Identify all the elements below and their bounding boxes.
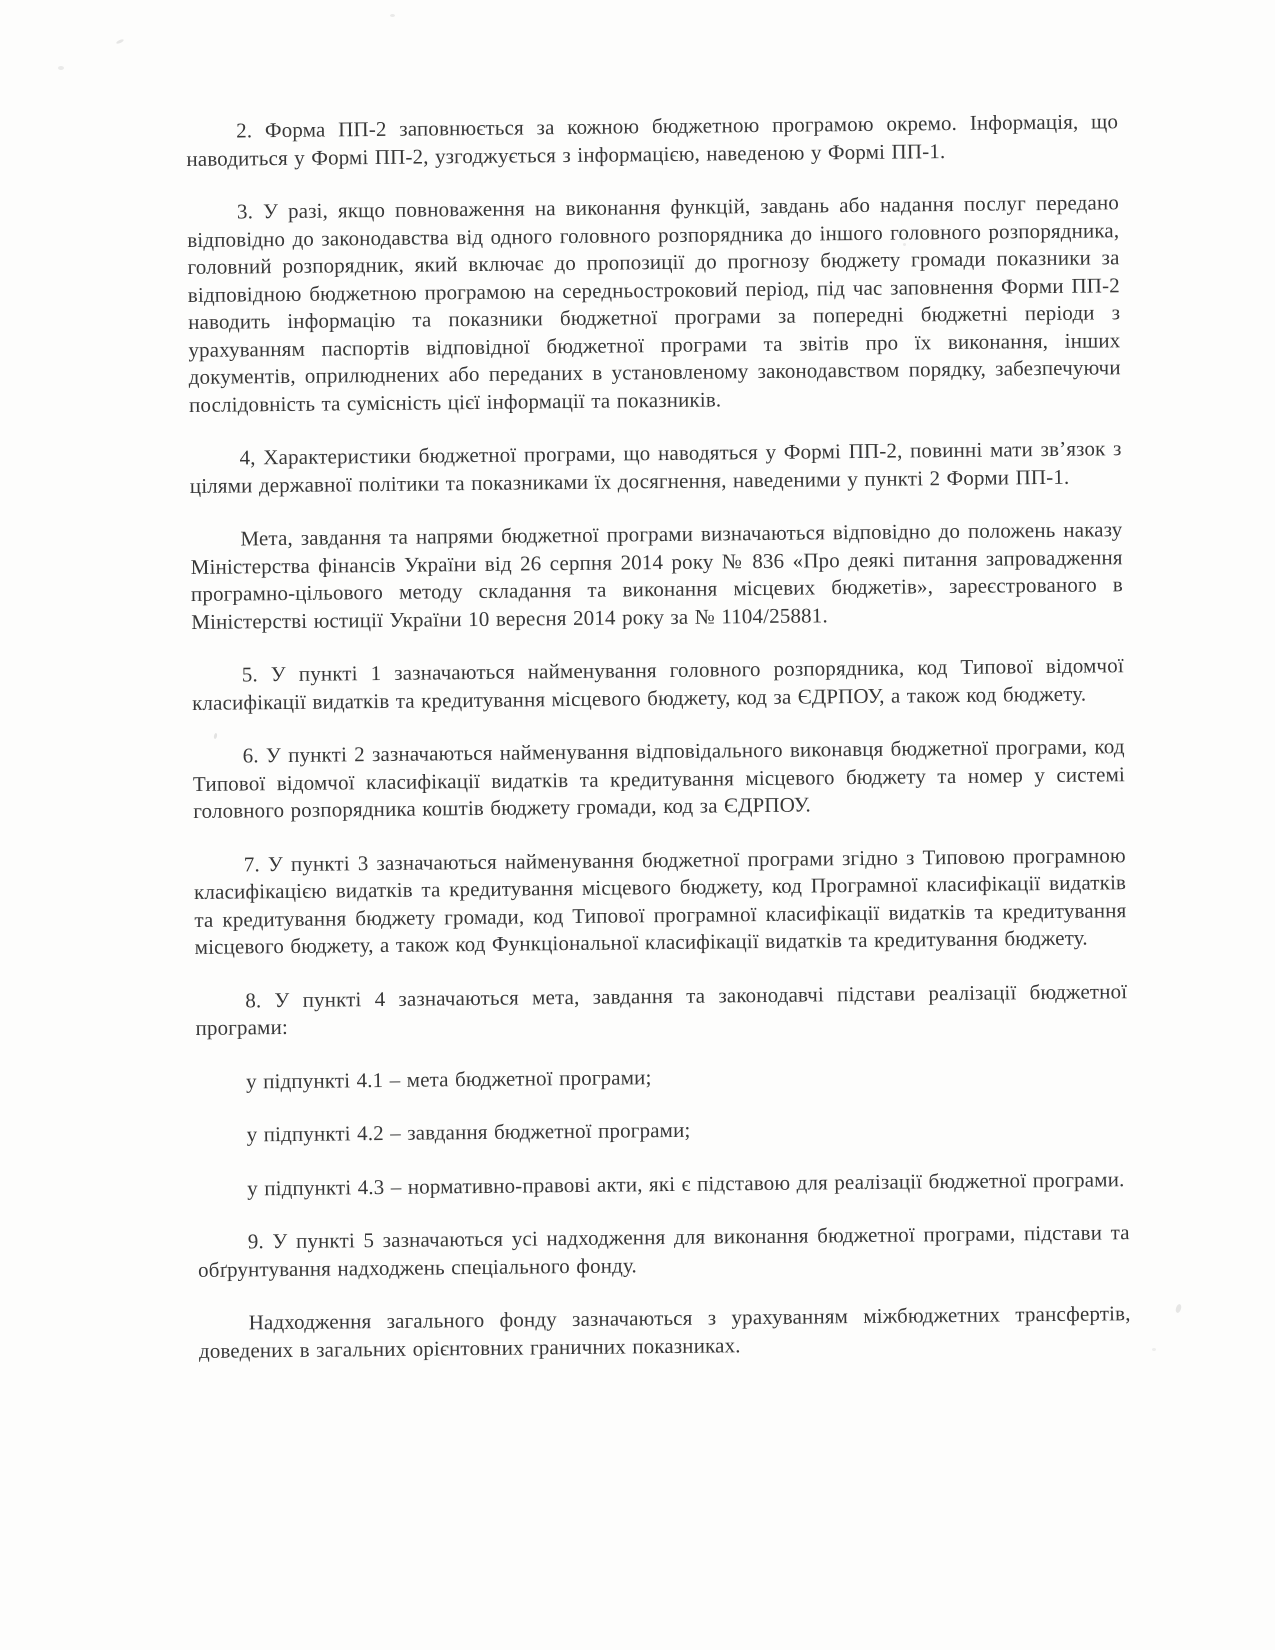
paragraph-7: 7. У пункті 3 зазначаються найменування бюджетної програми згідно з Типовою програмною класифікацією видатків та кредитування місцевого бюджету, код Програмної класифікації видатків та кредитування бюджету громади, код Типової програмної класифікації видатків та кредитування місцевого бюджету, а також код Функціональної класифікації видатків та кредитування бюджету.	[193, 842, 1127, 959]
subpoint-4-2: у підпункті 4.2 – завдання бюджетної програми;	[246, 1117, 691, 1147]
paragraph-4-note: Мета, завдання та напрями бюджетної програми визначаються відповідно до положень наказу Міністерства фінансів України від 26 серпня 2014 року № 836 «Про деякі питання запровадження програмно-цільового методу складання та виконання місцевих бюджетів», зареєстрованого в Міністерстві юстиції України 10 вересня 2014 року за № 1104/25881.	[190, 517, 1124, 634]
paragraph-3: 3. У разі, якщо повноваження на виконання функцій, завдань або надання послуг передано відповідно до законодавства від одного головного розпорядника до іншого головного розпорядника, головний розпорядник, який включає до пропозиції до прогнозу бюджету громади показники за відповідною бюджетною програмою на середньостроковий період, під час заповнення Форми ПП-2 наводить інформацію та показники бюджетної програми за попередні бюджетні періоди з урахуванням паспортів відповідної бюджетної програми та звітів про їх виконання, інших документів, оприлюднених або переданих в установленому законодавством порядку, забезпечуючи послідовність та сумісність цієї інформації та показників.	[187, 190, 1121, 417]
paragraph-2: 2. Форма ПП-2 заповнюється за кожною бюджетною програмою окремо. Інформація, що наводиться у Формі ПП-2, узгоджується з інформацією, наведеною у Формі ПП-1.	[186, 109, 1119, 171]
scan-speck	[1152, 1348, 1156, 1351]
paragraph-8: 8. У пункті 4 зазначаються мета, завдання та законодавчі підстави реалізації бюджетної програми:	[195, 978, 1128, 1040]
subpoint-4-3: у підпункті 4.3 – нормативно-правові акти, які є підставою для реалізації бюджетної програми.	[247, 1166, 1125, 1200]
document-text	[186, 108, 1131, 1365]
paragraph-4: 4, Характеристики бюджетної програми, що наводяться у Формі ПП-2, повинні мати зв’язок з цілями державної політики та показниками їх досягнення, наведеними у пункті 2 Форми ПП-1.	[189, 436, 1122, 498]
subpoint-4-1: у підпункті 4.1 – мета бюджетної програми;	[245, 1064, 652, 1093]
paragraph-6: 6. У пункті 2 зазначаються найменування відповідального виконавця бюджетної програми, код Типової відомчої класифікації видатків та кредитування місцевого бюджету та номер у системі головного розпорядника коштів бюджету громади, код за ЄДРПОУ.	[192, 734, 1126, 823]
paragraph-5: 5. У пункті 1 зазначаються найменування головного розпорядника, код Типової відомчої класифікації видатків та кредитування місцевого бюджету, код за ЄДРПОУ, а також код бюджету.	[191, 653, 1124, 715]
scan-speck	[116, 38, 125, 44]
scan-speck	[390, 14, 395, 17]
scan-speck	[1175, 1303, 1183, 1313]
paragraph-9: 9. У пункті 5 зазначаються усі надходження для виконання бюджетної програми, підстави та обґрунтування надходжень спеціального фонду.	[197, 1220, 1130, 1282]
paragraph-9-note: Надходження загального фонду зазначаються з урахуванням міжбюджетних трансфертів, доведених в загальних орієнтовних граничних показниках.	[198, 1301, 1131, 1363]
scan-speck	[58, 66, 64, 70]
